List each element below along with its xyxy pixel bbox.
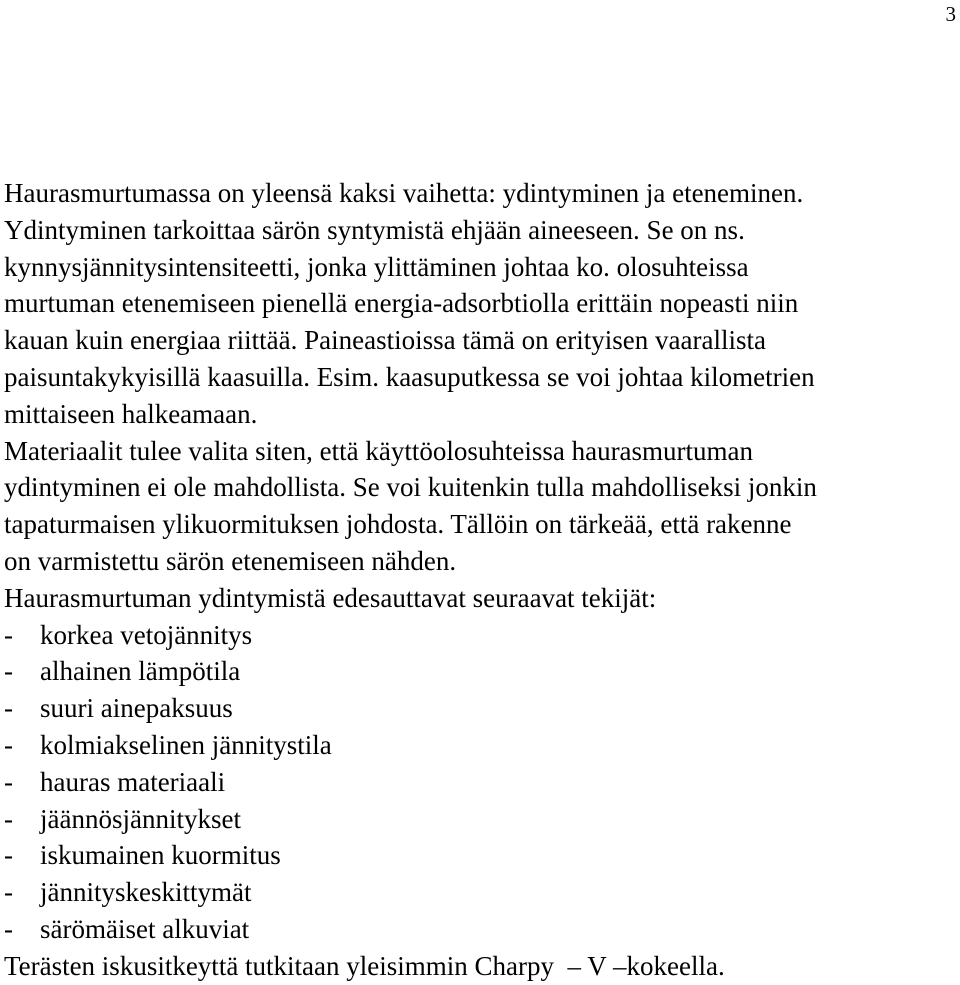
list-item (4, 911, 956, 948)
closing-line: Terästen iskusitkeyttä tutkitaan yleisimmin Charpy – V –kokeella. (4, 950, 725, 981)
list-bullet: - (4, 877, 13, 908)
list-bullet: - (4, 840, 13, 871)
list-item (4, 617, 956, 654)
list-item-text: korkea vetojännitys (40, 619, 253, 650)
list-item-text: jännityskeskittymät (40, 877, 252, 908)
list-item (4, 727, 956, 764)
list-item-text: hauras materiaali (40, 766, 226, 797)
list-item (4, 837, 956, 874)
paragraph-line: Materiaalit tulee valita siten, että käyttöolosuhteissa haurasmurtuman (4, 435, 754, 466)
paragraph-line: tapaturmaisen ylikuormituksen johdosta. Tällöin on tärkeää, että rakenne (4, 509, 792, 540)
list-intro-line: Haurasmurtuman ydintymistä edesauttavat seuraavat tekijät: (4, 582, 657, 613)
list-bullet: - (4, 619, 13, 650)
paragraph-line: ydintyminen ei ole mahdollista. Se voi kuitenkin tulla mahdolliseksi jonkin (4, 472, 817, 503)
list-bullet: - (4, 766, 13, 797)
document-body (4, 175, 956, 985)
paragraph-line: kynnysjännitysintensiteetti, jonka ylittäminen johtaa ko. olosuhteissa (4, 251, 749, 282)
list-item (4, 653, 956, 690)
factor-list (4, 617, 956, 948)
paragraph-line: paisuntakykyisillä kaasuilla. Esim. kaasuputkessa se voi johtaa kilometrien (4, 361, 815, 392)
paragraph-line: murtuman etenemiseen pienellä energia-adsorbtiolla erittäin nopeasti niin (4, 288, 799, 319)
page-number: 3 (945, 2, 956, 26)
paragraph-line: on varmistettu särön etenemiseen nähden. (4, 545, 457, 576)
list-item (4, 801, 956, 838)
list-item-text: suuri ainepaksuus (40, 693, 233, 724)
list-bullet: - (4, 729, 13, 760)
list-bullet: - (4, 913, 13, 944)
list-bullet: - (4, 693, 13, 724)
list-item-text: alhainen lämpötila (40, 656, 241, 687)
list-item (4, 690, 956, 727)
paragraph-line: Ydintyminen tarkoittaa särön syntymistä ehjään aineeseen. Se on ns. (4, 214, 745, 245)
list-bullet: - (4, 803, 13, 834)
list-item-text: särömäiset alkuviat (40, 913, 250, 944)
list-item (4, 764, 956, 801)
list-item-text: iskumainen kuormitus (40, 840, 281, 871)
list-bullet: - (4, 656, 13, 687)
paragraph-line: mittaiseen halkeamaan. (4, 398, 258, 429)
list-item-text: jäännösjännitykset (40, 803, 241, 834)
list-item-text: kolmiakselinen jännitystila (40, 729, 332, 760)
list-item (4, 874, 956, 911)
paragraph-line: Haurasmurtumassa on yleensä kaksi vaihetta: ydintyminen ja eteneminen. (4, 178, 804, 208)
paragraph-line: kauan kuin energiaa riittää. Paineastioissa tämä on erityisen vaarallista (4, 325, 766, 356)
